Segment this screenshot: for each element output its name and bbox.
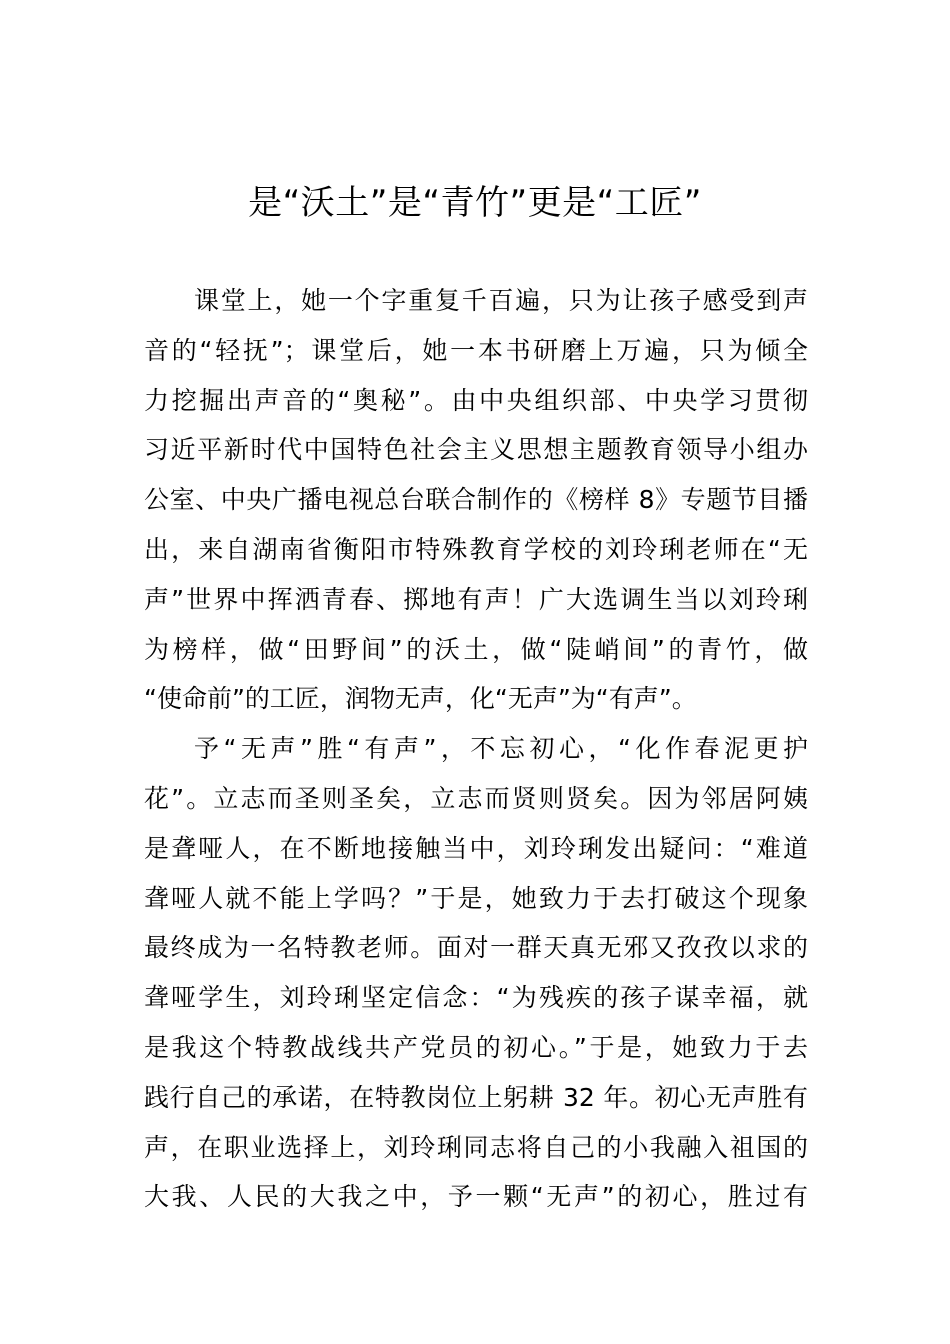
paragraph-line: 是聋哑人，在不断地接触当中，刘玲琍发出疑问：“难道: [144, 833, 808, 863]
paragraph-line: 课堂上，她一个字重复千百遍，只为让孩子感受到声: [194, 286, 808, 315]
paragraph-line: 声”世界中挥洒青春、掷地有声！广大选调生当以刘玲琍: [144, 584, 808, 614]
paragraph-line: 最终成为一名特教老师。面对一群天真无邪又孜孜以求的: [144, 933, 808, 963]
paragraph-line: “使命前”的工匠，润物无声，化“无声”为“有声”。: [144, 684, 697, 714]
paragraph-line: 声，在职业选择上，刘玲琍同志将自己的小我融入祖国的: [144, 1132, 808, 1162]
paragraph-line: 公室、中央广播电视总台联合制作的《榜样 8》专题节目播: [144, 485, 808, 515]
paragraph-line: 力挖掘出声音的“奥秘”。由中央组织部、中央学习贯彻: [144, 385, 808, 415]
paragraph-line: 音的“轻抚”；课堂后，她一本书研磨上万遍，只为倾全: [144, 335, 808, 365]
paragraph-line: 出，来自湖南省衡阳市特殊教育学校的刘玲琍老师在“无: [144, 534, 808, 564]
paragraph-line: 聋哑人就不能上学吗？”于是，她致力于去打破这个现象: [144, 883, 808, 913]
paragraph-line: 是我这个特教战线共产党员的初心。”于是，她致力于去: [144, 1032, 808, 1062]
paragraph-line: 为榜样，做“田野间”的沃土，做“陡峭间”的青竹，做: [144, 634, 808, 664]
paragraph-line: 习近平新时代中国特色社会主义思想主题教育领导小组办: [144, 435, 808, 465]
document-body: [144, 276, 808, 1222]
document-title: 是“沃土”是“青竹”更是“工匠”: [248, 183, 702, 223]
paragraph-line: 大我、人民的大我之中，予一颗“无声”的初心，胜过有: [144, 1182, 808, 1212]
paragraph-line: 予“无声”胜“有声”，不忘初心，“化作春泥更护: [194, 734, 808, 764]
paragraph-line: 聋哑学生，刘玲琍坚定信念：“为残疾的孩子谋幸福，就: [144, 983, 808, 1013]
paragraph-line: 践行自己的承诺，在特教岗位上躬耕 32 年。初心无声胜有: [144, 1082, 808, 1112]
paragraph-line: 花”。立志而圣则圣矣，立志而贤则贤矣。因为邻居阿姨: [144, 783, 808, 813]
